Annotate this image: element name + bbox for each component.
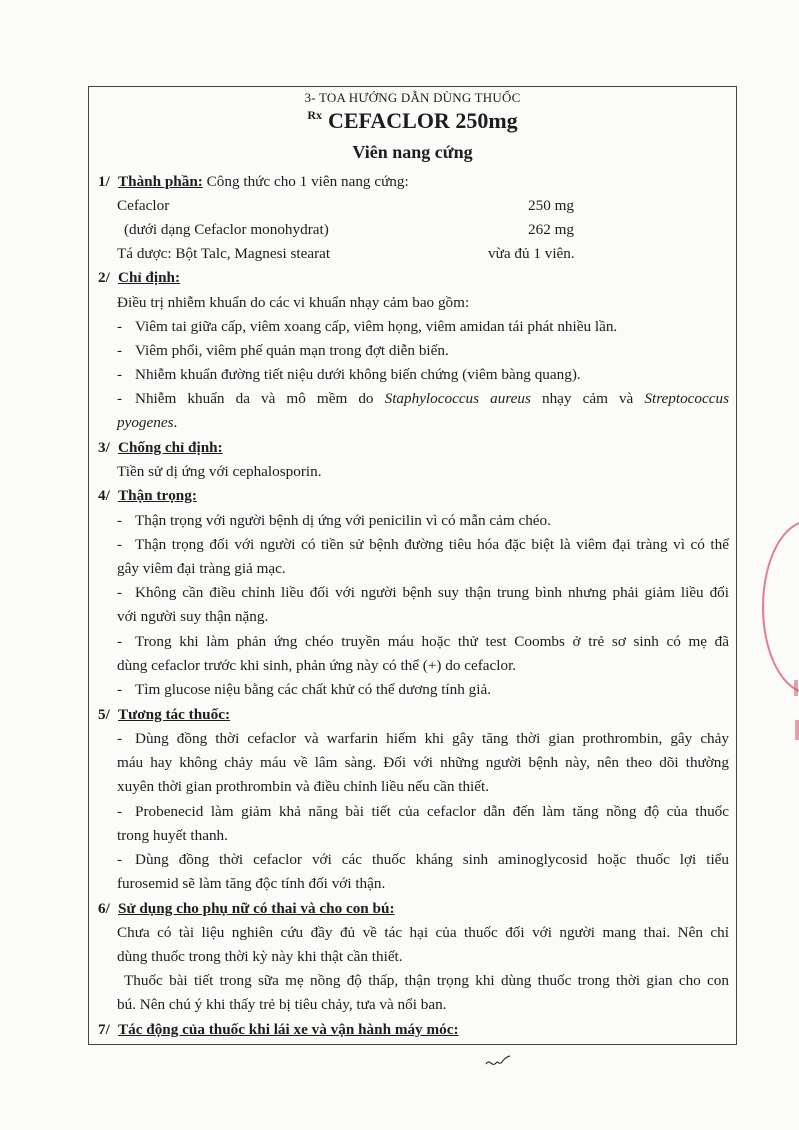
drug-name: CEFACLOR 250mg: [328, 108, 518, 133]
section-1-heading: 1/ Thành phần: Công thức cho 1 viên nang cứng:: [98, 173, 409, 190]
bullet-continuation: furosemid sẽ làm tăng độc tính đối với thận.: [117, 875, 386, 892]
signature-mark: [484, 1054, 514, 1072]
ingredient-name: Cefaclor: [117, 197, 170, 214]
bullet-item: - Thận trọng với người bệnh dị ứng với penicilin vì có mẫn cảm chéo.: [117, 512, 551, 529]
paragraph: Chưa có tài liệu nghiên cứu đầy đủ về tác hại của thuốc đối với người mang thai. Nên chỉ: [117, 924, 729, 941]
section-4-heading: 4/ Thận trọng:: [98, 487, 197, 504]
bullet-continuation: gây viêm đại tràng giả mạc.: [117, 560, 286, 577]
dosage-form: Viên nang cứng: [352, 142, 473, 162]
bullet-item: - Dùng đồng thời cefaclor và warfarin hiếm khi gây tăng thời gian prothrombin, gây chảy: [117, 730, 729, 747]
section-5-heading: 5/ Tương tác thuốc:: [98, 706, 231, 723]
section-3-title: Chống chỉ định:: [118, 439, 223, 456]
section-7-title: Tác động của thuốc khi lái xe và vận hành máy móc:: [118, 1021, 459, 1038]
ingredient-amount: 262 mg: [528, 221, 574, 238]
bullet-item: - Viêm tai giữa cấp, viêm xoang cấp, viêm họng, viêm amidan tái phát nhiều lần.: [117, 318, 618, 335]
bullet-item: - Thận trọng đối với người có tiền sử bệnh đường tiêu hóa đặc biệt là viêm đại tràng vì có thể: [117, 536, 729, 553]
frame-bottom-rule: [88, 1044, 737, 1045]
section-6-heading: 6/ Sử dụng cho phụ nữ có thai và cho con bú:: [98, 900, 395, 917]
section-6-title: Sử dụng cho phụ nữ có thai và cho con bú:: [118, 900, 395, 917]
bullet-item: - Trong khi làm phản ứng chéo truyền máu hoặc thử test Coombs ở trẻ sơ sinh có mẹ đã: [117, 633, 729, 650]
section-7-heading: 7/ Tác động của thuốc khi lái xe và vận hành máy móc:: [98, 1021, 459, 1038]
ingredient-amount: 250 mg: [528, 197, 574, 214]
section-4-title: Thận trọng:: [118, 487, 197, 504]
bullet-continuation: trong huyết thanh.: [117, 827, 228, 844]
section-1-title: Thành phần:: [118, 173, 203, 190]
bullet-item: - Nhiễm khuẩn đường tiết niệu dưới không biến chứng (viêm bàng quang).: [117, 366, 581, 383]
bullet-item: - Probenecid làm giảm khả năng bài tiết của cefaclor dẫn đến làm tăng nồng độ của thuốc: [117, 803, 729, 820]
paragraph: Điều trị nhiễm khuẩn do các vi khuẩn nhạy cảm bao gồm:: [117, 294, 470, 311]
bullet-continuation: xuyên thời gian prothrombin và điều chỉnh liều nếu cần thiết.: [117, 778, 490, 795]
bullet-item: - Viêm phổi, viêm phế quản mạn trong đợt diễn biến.: [117, 342, 449, 359]
rx-symbol: Rx: [307, 108, 322, 122]
stamp-seal: [762, 520, 799, 694]
bullet-continuation: dùng cefaclor trước khi sinh, phản ứng này có thể (+) do cefaclor.: [117, 657, 517, 674]
section-3-heading: 3/ Chống chỉ định:: [98, 439, 223, 456]
bullet-item: - Không cần điều chỉnh liều đối với người bệnh suy thận trung bình nhưng phải giảm liều đối: [117, 584, 729, 601]
paragraph: bú. Nên chú ý khi thấy trẻ bị tiêu chảy, tưa và nổi ban.: [117, 996, 447, 1013]
section-5-title: Tương tác thuốc:: [118, 706, 231, 723]
bullet-continuation: với người suy thận nặng.: [117, 608, 269, 625]
stamp-mark: [795, 720, 799, 740]
bullet-item: - Nhiễm khuẩn da và mô mềm do Staphylococcus aureus nhạy cảm và Streptococcus: [117, 390, 730, 407]
bullet-continuation: máu hay không chảy máu về lâm sàng. Đối với những người bệnh này, nên theo dõi thường: [117, 754, 729, 771]
section-label: 3- TOA HƯỚNG DẪN DÙNG THUỐC: [304, 90, 521, 105]
paragraph: Thuốc bài tiết trong sữa mẹ nồng độ thấp, thận trọng khi dùng thuốc trong thời gian cho con: [124, 972, 729, 989]
paragraph: Tiền sử dị ứng với cephalosporin.: [117, 463, 322, 480]
bullet-item: - Tìm glucose niệu bằng các chất khử có thể dương tính giả.: [117, 681, 491, 698]
paragraph: dùng thuốc trong thời kỳ này khi thật cần thiết.: [117, 948, 403, 965]
ingredient-amount: vừa đủ 1 viên.: [488, 245, 575, 262]
ingredient-name: (dưới dạng Cefaclor monohydrat): [124, 221, 329, 238]
section-2-title: Chỉ định:: [118, 269, 181, 286]
drug-title: [88, 108, 737, 134]
stamp-mark: [794, 680, 798, 696]
section-2-heading: 2/ Chỉ định:: [98, 269, 181, 286]
bullet-item: - Dùng đồng thời cefaclor với các thuốc kháng sinh aminoglycosid hoặc thuốc lợi tiểu: [117, 851, 729, 868]
bullet-continuation: pyogenes.: [117, 414, 178, 431]
ingredient-name: Tá dược: Bột Talc, Magnesi stearat: [117, 245, 331, 262]
